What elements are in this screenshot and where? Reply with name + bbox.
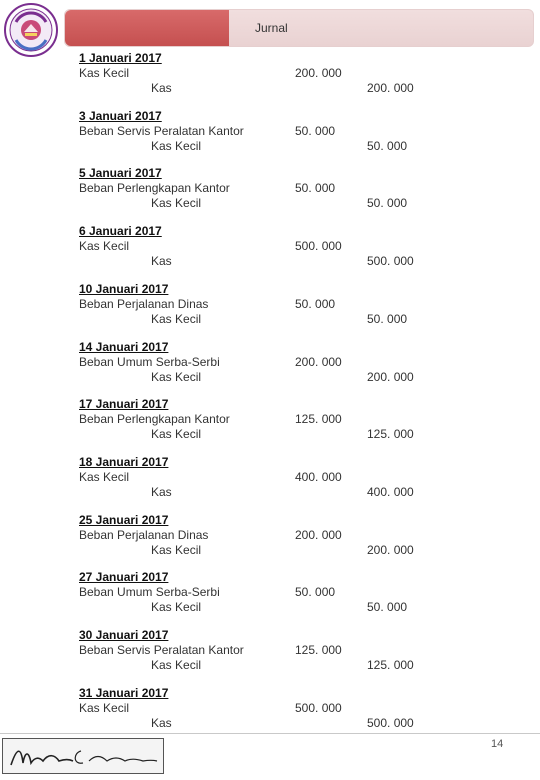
debit-account: Beban Umum Serba-Serbi [79, 585, 220, 599]
debit-account: Beban Umum Serba-Serbi [79, 355, 220, 369]
credit-amount: 400. 000 [367, 485, 414, 499]
credit-amount: 125. 000 [367, 658, 414, 672]
credit-account: Kas Kecil [151, 139, 202, 153]
debit-account: Kas Kecil [79, 701, 130, 715]
journal-entry [0, 282, 540, 338]
entry-date: 30 Januari 2017 [79, 628, 169, 642]
entry-date: 18 Januari 2017 [79, 455, 169, 469]
credit-account: Kas [151, 485, 172, 499]
entry-date: 14 Januari 2017 [79, 340, 169, 354]
journal-entry [0, 455, 540, 511]
credit-amount: 50. 000 [367, 600, 408, 614]
debit-account: Beban Perlengkapan Kantor [79, 412, 230, 426]
credit-account: Kas Kecil [151, 658, 202, 672]
journal-entry [0, 224, 540, 280]
debit-account: Beban Perlengkapan Kantor [79, 181, 230, 195]
credit-account: Kas Kecil [151, 600, 202, 614]
entry-date: 25 Januari 2017 [79, 513, 169, 527]
credit-amount: 500. 000 [367, 254, 414, 268]
credit-account: Kas Kecil [151, 312, 202, 326]
credit-amount: 50. 000 [367, 312, 408, 326]
debit-account: Beban Perjalanan Dinas [79, 528, 209, 542]
credit-amount: 50. 000 [367, 196, 408, 210]
credit-amount: 125. 000 [367, 427, 414, 441]
journal-entry [0, 628, 540, 684]
signature-image [2, 738, 164, 774]
entry-date: 5 Januari 2017 [79, 166, 162, 180]
debit-amount: 200. 000 [295, 66, 342, 80]
credit-amount: 50. 000 [367, 139, 408, 153]
debit-amount: 400. 000 [295, 470, 342, 484]
entry-date: 3 Januari 2017 [79, 109, 162, 123]
debit-amount: 200. 000 [295, 355, 342, 369]
debit-amount: 500. 000 [295, 701, 342, 715]
debit-amount: 50. 000 [295, 181, 336, 195]
credit-amount: 200. 000 [367, 81, 414, 95]
entry-date: 17 Januari 2017 [79, 397, 169, 411]
credit-amount: 500. 000 [367, 716, 414, 730]
credit-account: Kas [151, 716, 172, 730]
credit-amount: 200. 000 [367, 370, 414, 384]
page-number: 14 [491, 738, 504, 750]
entry-date: 1 Januari 2017 [79, 51, 162, 65]
journal-entry [0, 109, 540, 165]
journal-entry [0, 340, 540, 396]
debit-amount: 500. 000 [295, 239, 342, 253]
credit-account: Kas Kecil [151, 543, 202, 557]
journal-entry [0, 397, 540, 453]
debit-amount: 200. 000 [295, 528, 342, 542]
debit-amount: 50. 000 [295, 124, 336, 138]
credit-account: Kas Kecil [151, 196, 202, 210]
entry-date: 10 Januari 2017 [79, 282, 169, 296]
entry-date: 27 Januari 2017 [79, 570, 169, 584]
journal-entry [0, 570, 540, 626]
journal-entry [0, 51, 540, 107]
credit-account: Kas [151, 254, 172, 268]
credit-amount: 200. 000 [367, 543, 414, 557]
journal-entry [0, 513, 540, 569]
debit-account: Beban Servis Peralatan Kantor [79, 643, 244, 657]
entry-date: 31 Januari 2017 [79, 686, 169, 700]
entry-date: 6 Januari 2017 [79, 224, 162, 238]
journal-entry [0, 166, 540, 222]
debit-account: Kas Kecil [79, 66, 130, 80]
debit-account: Kas Kecil [79, 239, 130, 253]
debit-amount: 125. 000 [295, 412, 342, 426]
debit-amount: 50. 000 [295, 585, 336, 599]
page-title: Jurnal [255, 21, 288, 35]
credit-account: Kas Kecil [151, 370, 202, 384]
debit-account: Beban Perjalanan Dinas [79, 297, 209, 311]
debit-account: Beban Servis Peralatan Kantor [79, 124, 244, 138]
credit-account: Kas Kecil [151, 427, 202, 441]
credit-account: Kas [151, 81, 172, 95]
debit-amount: 125. 000 [295, 643, 342, 657]
debit-amount: 50. 000 [295, 297, 336, 311]
footer-divider [0, 733, 540, 734]
debit-account: Kas Kecil [79, 470, 130, 484]
